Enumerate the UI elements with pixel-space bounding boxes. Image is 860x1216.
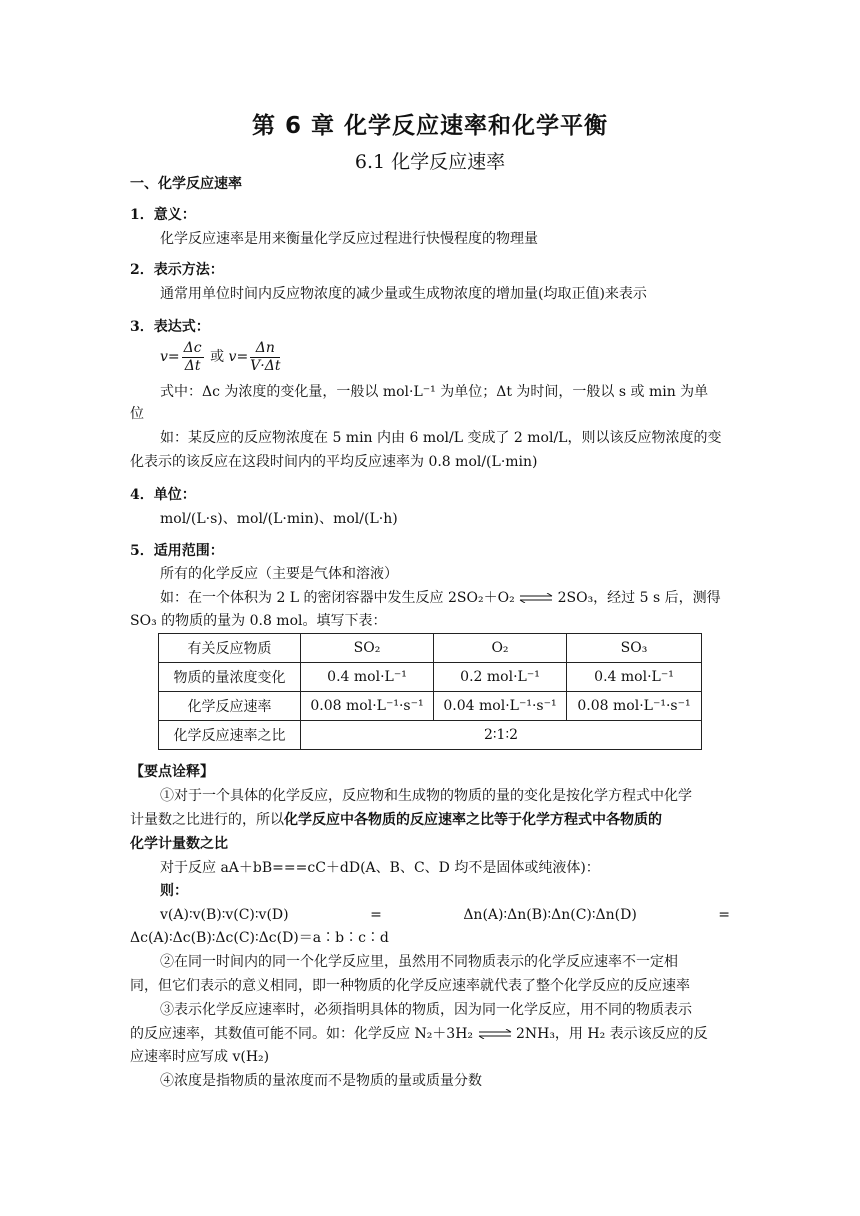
note1-line1: ①对于一个具体的化学反应，反应物和生成物的物质的量的变化是按化学方程式中化学	[160, 788, 692, 804]
example1-line2: 化表示的该反应在这段时间内的平均反应速率为 0.8 mol/(L·min)	[130, 454, 538, 470]
table-cell: 0.08 mol·L⁻¹·s⁻¹	[567, 692, 702, 721]
example2-line1	[160, 588, 721, 608]
note1-line2	[130, 810, 662, 830]
chapter-title: 第 6 章 化学反应速率和化学平衡	[251, 113, 609, 139]
table-header-cell: SO₂	[301, 634, 434, 663]
method-heading: 2．表示方法：	[130, 262, 224, 278]
key-points-heading: 【要点诠释】	[130, 764, 214, 780]
meaning-heading: 1．意义：	[130, 207, 196, 223]
table-cell-ratio: 2∶1∶2	[301, 721, 702, 750]
note1-line3: 化学计量数之比	[130, 836, 228, 852]
section-subtitle: 6.1 化学反应速率	[354, 151, 506, 173]
formula-equals: =	[167, 349, 180, 365]
formula-v-2: v	[228, 349, 237, 365]
fraction-dc-dt	[182, 340, 204, 375]
unit-heading: 4．单位：	[130, 487, 196, 503]
table-cell: 0.04 mol·L⁻¹·s⁻¹	[434, 692, 567, 721]
note3-line1: ③表示化学反应速率时，必须指明具体的物质，因为同一化学反应，用不同的物质表示	[160, 1002, 692, 1018]
table-row	[159, 663, 702, 692]
fraction-numerator-2: Δn	[250, 340, 280, 358]
note3-reaction-left: 的反应速率，其数值可能不同。如：化学反应 N₂＋3H₂	[130, 1026, 474, 1042]
note4-line: ④浓度是指物质的量浓度而不是物质的量或质量分数	[160, 1073, 482, 1089]
eq-part-dn: Δn(A)∶Δn(B)∶Δn(C)∶Δn(D)	[463, 907, 637, 923]
table-cell: 物质的量浓度变化	[159, 663, 301, 692]
table-row	[159, 692, 702, 721]
fraction-denominator-2: V·Δt	[250, 357, 281, 374]
fraction-denominator: Δt	[184, 357, 201, 374]
scope-text: 所有的化学反应（主要是气体和溶液）	[160, 566, 398, 582]
reversible-arrow-icon	[478, 1029, 512, 1039]
table-cell: 化学反应速率之比	[159, 721, 301, 750]
note2-line1: ②在同一时间内的同一个化学反应里，虽然用不同物质表示的化学反应速率不一定相	[160, 954, 678, 970]
table-header-row	[159, 634, 702, 663]
ratio-equation-line2: Δc(A)∶Δc(B)∶Δc(C)∶Δc(D)＝a∶b∶c∶d	[130, 930, 389, 946]
eq-sign: =	[370, 907, 382, 923]
method-text: 通常用单位时间内反应物浓度的减少量或生成物浓度的增加量(均取正值)来表示	[160, 286, 647, 302]
note3-line3: 应速率时应写成 v(H₂)	[130, 1049, 270, 1065]
table-header-cell: SO₃	[567, 634, 702, 663]
note1-bold: 化学反应中各物质的反应速率之比等于化学方程式中各物质的	[284, 812, 662, 828]
ratio-equation-line1	[160, 905, 730, 925]
formula-equals-2: =	[236, 349, 249, 365]
eq-part-v: v(A)∶v(B)∶v(C)∶v(D)	[160, 907, 289, 923]
rate-table	[158, 633, 702, 750]
example1-line1: 如：某反应的反应物浓度在 5 min 内由 6 mol/L 变成了 2 mol/L，则以该反应物浓度的变	[160, 430, 722, 446]
eq-sign-2: =	[718, 907, 730, 923]
note2-line2: 同，但它们表示的意义相同，即一种物质的化学反应速率就代表了整个化学反应的反应速率	[130, 978, 690, 994]
example2-reaction-left: 如：在一个体积为 2 L 的密闭容器中发生反应 2SO₂＋O₂	[160, 590, 515, 606]
reversible-arrow-icon	[519, 593, 553, 603]
table-cell: 0.2 mol·L⁻¹	[434, 663, 567, 692]
reaction-text: 对于反应 aA＋bB===cC＋dD(A、B、C、D 均不是固体或纯液体)：	[160, 860, 600, 876]
table-cell: 0.4 mol·L⁻¹	[301, 663, 434, 692]
example2-line2: SO₃ 的物质的量为 0.8 mol。填写下表：	[130, 613, 387, 629]
then-text: 则：	[160, 883, 188, 899]
table-cell: 0.4 mol·L⁻¹	[567, 663, 702, 692]
note1-plain: 计量数之比进行的，所以	[130, 812, 284, 828]
table-header-cell: O₂	[434, 634, 567, 663]
expression-note-line2: 位	[130, 406, 144, 422]
fraction-numerator: Δc	[183, 339, 202, 356]
scope-heading: 5．适用范围：	[130, 543, 224, 559]
table-cell: 化学反应速率	[159, 692, 301, 721]
table-row	[159, 721, 702, 750]
example2-reaction-right: 2SO₃，经过 5 s 后，测得	[557, 590, 721, 606]
note3-line2	[130, 1024, 708, 1044]
note3-reaction-right: 2NH₃，用 H₂ 表示该反应的反	[515, 1026, 708, 1042]
formula-v: v	[160, 349, 168, 365]
fraction-dn-vdt	[250, 340, 280, 375]
table-cell: 0.08 mol·L⁻¹·s⁻¹	[301, 692, 434, 721]
rate-formula	[160, 337, 282, 377]
expression-note-line1: 式中：Δc 为浓度的变化量，一般以 mol·L⁻¹ 为单位；Δt 为时间，一般以 s 或 min 为单	[160, 384, 709, 400]
unit-text: mol/(L·s)、mol/(L·min)、mol/(L·h)	[160, 511, 398, 527]
section-heading: 一、化学反应速率	[130, 176, 242, 192]
meaning-text: 化学反应速率是用来衡量化学反应过程进行快慢程度的物理量	[160, 231, 538, 247]
expression-heading: 3．表达式：	[130, 319, 210, 335]
formula-or: 或	[210, 349, 225, 365]
table-header-cell: 有关反应物质	[159, 634, 301, 663]
